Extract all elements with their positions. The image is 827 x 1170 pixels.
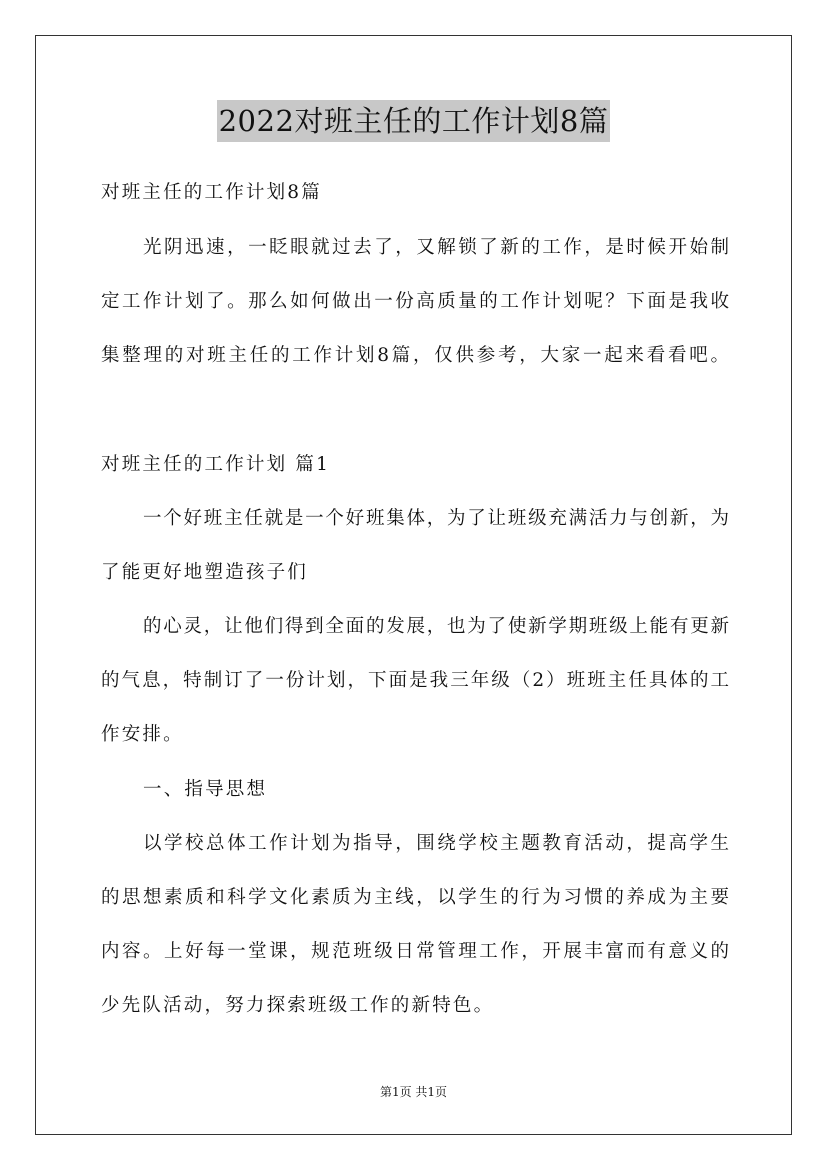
page-number-footer: 第1页 共1页 <box>379 1085 448 1099</box>
paragraph-line: 集整理的对班主任的工作计划8篇，仅供参考，大家一起来看看吧。 <box>101 345 729 366</box>
paragraph-line: 少先队活动，努力探索班级工作的新特色。 <box>101 995 495 1016</box>
paragraph-line: 一个好班主任就是一个好班集体，为了让班级充满活力与创新，为 <box>143 508 729 529</box>
paragraph-line: 作安排。 <box>101 724 184 745</box>
paragraph-line: 了能更好地塑造孩子们 <box>101 562 309 583</box>
intro-heading: 对班主任的工作计划8篇 <box>101 182 322 203</box>
paragraph-line: 光阴迅速，一眨眼就过去了，又解锁了新的工作，是时候开始制 <box>143 237 729 258</box>
paragraph-line: 以学校总体工作计划为指导，围绕学校主题教育活动，提高学生 <box>143 833 729 854</box>
subsection-heading: 一、指导思想 <box>143 779 268 800</box>
paragraph-line: 内容。上好每一堂课，规范班级日常管理工作，开展丰富而有意义的 <box>101 941 729 962</box>
title-container <box>0 100 827 142</box>
document-title: 2022对班主任的工作计划8篇 <box>217 100 611 142</box>
section-heading: 对班主任的工作计划 篇1 <box>101 454 331 475</box>
paragraph-line: 的气息，特制订了一份计划，下面是我三年级（2）班班主任具体的工 <box>101 670 729 691</box>
paragraph-line: 的思想素质和科学文化素质为主线，以学生的行为习惯的养成为主要 <box>101 887 729 908</box>
paragraph-line: 定工作计划了。那么如何做出一份高质量的工作计划呢？下面是我收 <box>101 291 729 312</box>
paragraph-line: 的心灵，让他们得到全面的发展，也为了使新学期班级上能有更新 <box>143 616 729 637</box>
